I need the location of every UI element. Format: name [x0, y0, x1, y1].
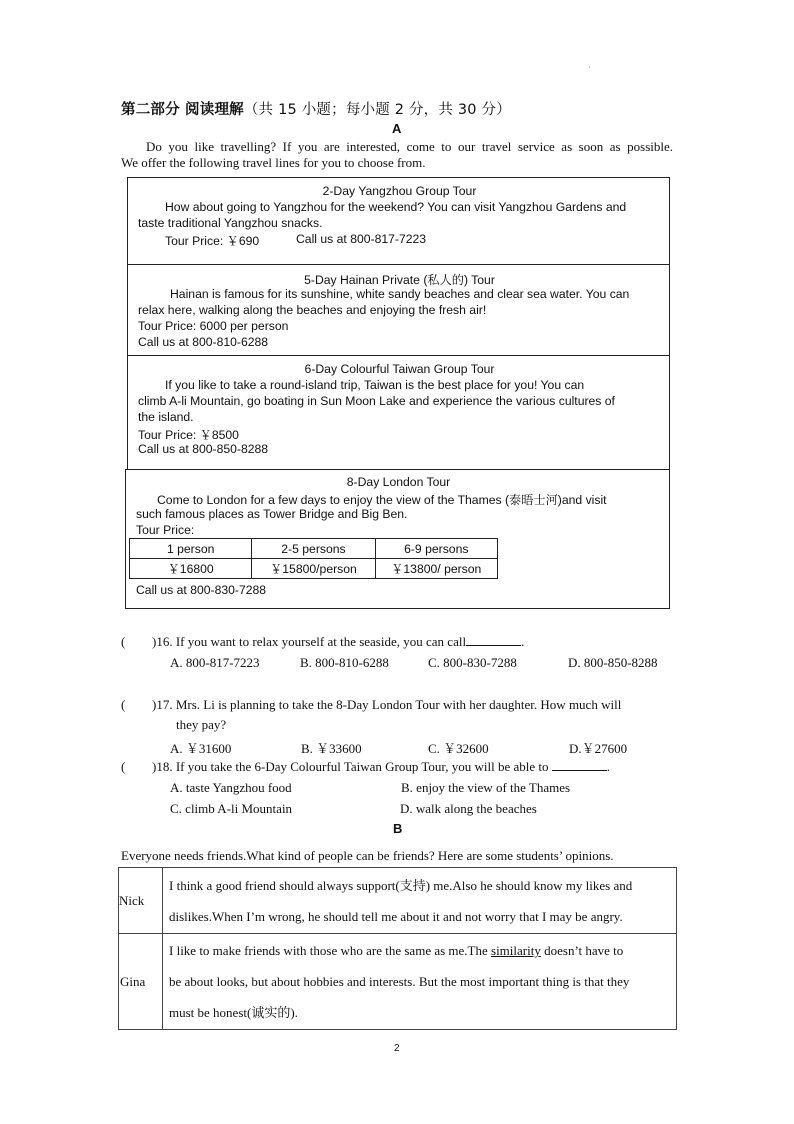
q17-option-a[interactable]: A. ￥31600 — [170, 741, 232, 756]
opinion-gina-line-2: be about looks, but about hobbies and interests. But the most important thing is that they — [169, 974, 630, 989]
tour-text-hainan-2: relax here, walking along the beaches and enjoying the fresh air! — [138, 303, 487, 317]
price-header-cell: 1 person — [130, 539, 252, 559]
q16-option-b[interactable]: B. 800-810-6288 — [300, 655, 389, 670]
q16-paren: ( — [121, 634, 126, 649]
similarity-underlined-word: similarity — [491, 943, 541, 958]
opinion-gina-line-3: must be honest(诚实的). — [169, 1005, 298, 1020]
opinion-row-gina — [119, 934, 677, 1030]
tour-box-london — [125, 469, 670, 609]
opinions-table — [118, 867, 677, 1030]
opinion-gina-line-1 — [169, 935, 676, 966]
opinion-text-cell — [163, 934, 677, 1030]
tour-call-hainan: Call us at 800-810-6288 — [138, 335, 269, 349]
tour-call-yangzhou: Call us at 800-817-7223 — [296, 232, 427, 246]
intro-text-1: Do you like travelling? If you are interested, come to our travel service as soon as possible. — [146, 139, 673, 154]
tour-text-hainan-1: Hainan is famous for its sunshine, white sandy beaches and clear sea water. You can — [170, 287, 630, 301]
tour-text-london-1: Come to London for a few days to enjoy the view of the Thames (泰晤士河)and visit — [157, 493, 607, 507]
opinion-text-cell — [163, 868, 677, 934]
price-header-cell: 6-9 persons — [375, 539, 497, 559]
price-table-value-row — [130, 559, 498, 579]
q17-stem-2: they pay? — [176, 717, 227, 732]
opinion-name-gina: Gina — [120, 973, 146, 989]
q16-option-c[interactable]: C. 800-830-7288 — [428, 655, 517, 670]
tour-price-yangzhou: Tour Price: ￥690 — [165, 234, 260, 248]
gina-line-1-pre: I like to make friends with those who are the same as me.The — [169, 943, 492, 958]
q18-answer-blank[interactable] — [552, 770, 607, 771]
q18-stem — [152, 759, 610, 775]
page-number: 2 — [394, 1043, 400, 1054]
tour-price-hainan: Tour Price: 6000 per person — [138, 319, 289, 333]
tour-title-london: 8-Day London Tour — [346, 475, 451, 489]
q18-paren: ( — [121, 759, 126, 774]
tour-text-taiwan-2: climb A-li Mountain, go boating in Sun Moon Lake and experience the various cultures of — [138, 394, 615, 408]
q18-option-a[interactable]: A. taste Yangzhou food — [170, 780, 292, 795]
tour-text-taiwan-3: the island. — [138, 410, 194, 424]
tour-text-yangzhou-2: taste traditional Yangzhou snacks. — [138, 216, 323, 230]
q17-option-c[interactable]: C. ￥32600 — [428, 741, 489, 756]
q17-paren: ( — [121, 697, 126, 712]
q16-option-d[interactable]: D. 800-850-8288 — [568, 655, 658, 670]
section-title-scoring: （共 15 小题；每小题 2 分，共 30 分） — [243, 102, 511, 118]
section-title-main: 第二部分 阅读理解 — [121, 102, 244, 118]
opinion-name-cell — [119, 934, 163, 1030]
price-value-cell: ￥13800/ person — [375, 559, 497, 579]
price-value-cell: ￥16800 — [130, 559, 252, 579]
part-a-label: A — [392, 121, 402, 136]
tour-call-taiwan: Call us at 800-850-8288 — [138, 442, 269, 456]
q16-answer-blank[interactable] — [466, 645, 521, 646]
q18-stem-text: )18. If you take the 6-Day Colourful Taiwan Group Tour, you will be able to — [152, 759, 549, 774]
gina-line-1-post: doesn’t have to — [540, 943, 624, 958]
q18-option-d[interactable]: D. walk along the beaches — [400, 801, 537, 816]
price-header-cell: 2-5 persons — [252, 539, 375, 559]
q16-stem-end: . — [521, 634, 525, 649]
tour-call-london: Call us at 800-830-7288 — [136, 583, 267, 597]
q16-stem-text: )16. If you want to relax yourself at the seaside, you can call — [152, 634, 467, 649]
tour-text-taiwan-1: If you like to take a round-island trip, Taiwan is the best place for you! You can — [165, 378, 585, 392]
part-b-intro: Everyone needs friends.What kind of people can be friends? Here are some students’ opinions. — [121, 848, 614, 863]
opinion-nick-line-1: I think a good friend should always support(支持) me.Also he should know my likes and — [169, 877, 633, 893]
intro-line-2: We offer the following travel lines for you to choose from. — [121, 155, 426, 170]
price-table-header-row — [130, 539, 498, 559]
tour-title-hainan: 5-Day Hainan Private (私人的) Tour — [304, 273, 495, 287]
q18-stem-end: . — [606, 759, 610, 774]
q17-option-b[interactable]: B. ￥33600 — [301, 741, 362, 756]
tour-text-yangzhou-1: How about going to Yangzhou for the weekend? You can visit Yangzhou Gardens and — [165, 200, 627, 214]
q17-option-d[interactable]: D.￥27600 — [569, 741, 628, 756]
tour-box-taiwan — [127, 355, 670, 471]
q18-option-b[interactable]: B. enjoy the view of the Thames — [401, 780, 571, 795]
tour-box-yangzhou — [127, 177, 670, 267]
part-b-label: B — [393, 821, 403, 836]
opinion-nick-line-2: dislikes.When I’m wrong, he should tell me about it and not worry that I may be angry. — [169, 908, 623, 924]
corner-mark: · — [588, 62, 591, 72]
opinion-row-nick — [119, 868, 677, 934]
tour-box-hainan — [127, 264, 670, 357]
tour-price-label-london: Tour Price: — [136, 523, 195, 537]
section-title — [121, 98, 511, 119]
intro-line-1 — [121, 139, 673, 155]
q18-option-c[interactable]: C. climb A-li Mountain — [170, 801, 293, 816]
tour-text-london-2: such famous places as Tower Bridge and Big Ben. — [136, 507, 408, 521]
q16-stem — [152, 634, 524, 650]
q17-stem: )17. Mrs. Li is planning to take the 8-Day London Tour with her daughter. How much will — [152, 697, 622, 712]
opinion-name-nick: Nick — [119, 892, 145, 908]
opinion-name-cell — [119, 868, 163, 934]
price-table-london — [129, 538, 498, 579]
q16-option-a[interactable]: A. 800-817-7223 — [170, 655, 260, 670]
tour-title-yangzhou: 2-Day Yangzhou Group Tour — [322, 184, 477, 198]
tour-title-taiwan: 6-Day Colourful Taiwan Group Tour — [304, 362, 495, 376]
tour-price-taiwan: Tour Price: ￥8500 — [138, 428, 239, 442]
price-value-cell: ￥15800/person — [252, 559, 375, 579]
